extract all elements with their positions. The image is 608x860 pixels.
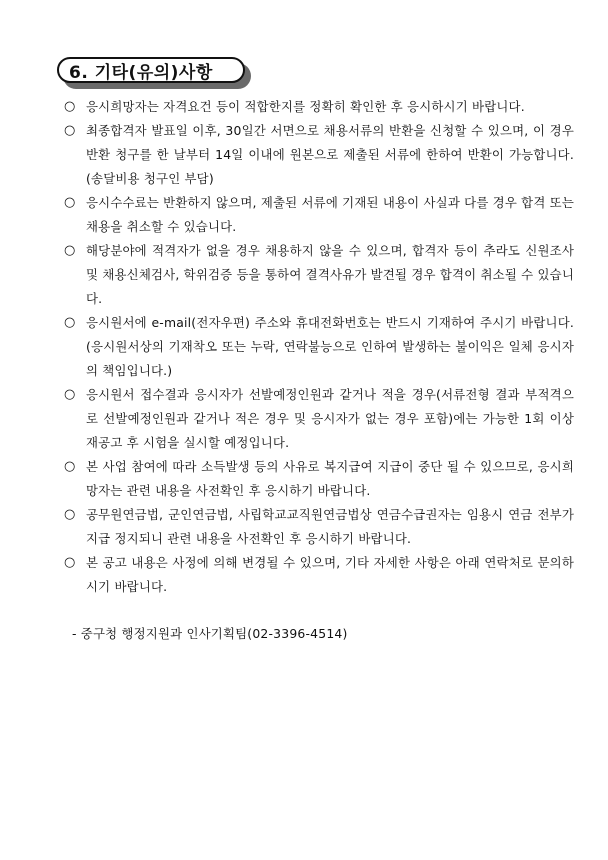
- list-item-text: 최종합격자 발표일 이후, 30일간 서면으로 채용서류의 반환을 신청할 수 있으며, 이 경우 반환 청구를 한 날부터 14일 이내에 원본으로 제출된 서류에 한하여 반환이 가능합니다.(송달비용 청구인 부담): [86, 123, 574, 186]
- list-item: [64, 95, 574, 119]
- list-item-text: 해당분야에 적격자가 없을 경우 채용하지 않을 수 있으며, 합격자 등이 추라도 신원조사 및 채용신체검사, 학위검증 등을 통하여 결격사유가 발견될 경우 합격이 취소될 수 있습니다.: [86, 243, 574, 306]
- list-item: [64, 119, 574, 191]
- bullet-icon: ○: [64, 243, 76, 258]
- list-item: [64, 383, 574, 455]
- bullet-icon: ○: [64, 555, 76, 570]
- list-item: [64, 551, 574, 599]
- notice-list: [64, 95, 574, 599]
- contact-info: - 중구청 행정지원과 인사기획팀(02-3396-4514): [72, 626, 348, 641]
- list-item: [64, 455, 574, 503]
- bullet-icon: ○: [64, 387, 76, 402]
- bullet-icon: ○: [64, 315, 76, 330]
- list-item-text: 응시원서에 e-mail(전자우편) 주소와 휴대전화번호는 반드시 기재하여 주시기 바랍니다.(응시원서상의 기재착오 또는 누락, 연락불능으로 인하여 발생하는 불이익은 일체 응시자의 책임입니다.): [86, 315, 574, 378]
- bullet-icon: ○: [64, 195, 76, 210]
- bullet-icon: ○: [64, 507, 76, 522]
- list-item-text: 본 사업 참여에 따라 소득발생 등의 사유로 복지급여 지급이 중단 될 수 있으므로, 응시희망자는 관련 내용을 사전확인 후 응시하기 바랍니다.: [86, 459, 574, 498]
- bullet-icon: ○: [64, 99, 76, 114]
- list-item-text: 응시수수료는 반환하지 않으며, 제출된 서류에 기재된 내용이 사실과 다를 경우 합격 또는 채용을 취소할 수 있습니다.: [86, 195, 574, 234]
- list-item-text: 공무원연금법, 군인연금법, 사립학교교직원연금법상 연금수급권자는 임용시 연금 전부가 지급 정지되니 관련 내용을 사전확인 후 응시하기 바랍니다.: [86, 507, 574, 546]
- section-heading: [57, 57, 250, 85]
- list-item-text: 응시원서 접수결과 응시자가 선발예정인원과 같거나 적을 경우(서류전형 결과 부적격으로 선발예정인원과 같거나 적은 경우 및 응시자가 없는 경우 포함)에는 가능한 1회 이상 재공고 후 시험을 실시할 예정입니다.: [86, 387, 574, 450]
- bullet-icon: ○: [64, 123, 76, 138]
- list-item-text: 본 공고 내용은 사정에 의해 변경될 수 있으며, 기타 자세한 사항은 아래 연락처로 문의하시기 바랍니다.: [86, 555, 574, 594]
- list-item: [64, 311, 574, 383]
- list-item: [64, 503, 574, 551]
- bullet-icon: ○: [64, 459, 76, 474]
- list-item-text: 응시희망자는 자격요건 등이 적합한지를 정확히 확인한 후 응시하시기 바랍니다.: [86, 99, 525, 114]
- section-heading-label: 6. 기타(유의)사항: [57, 57, 245, 83]
- list-item: [64, 239, 574, 311]
- list-item: [64, 191, 574, 239]
